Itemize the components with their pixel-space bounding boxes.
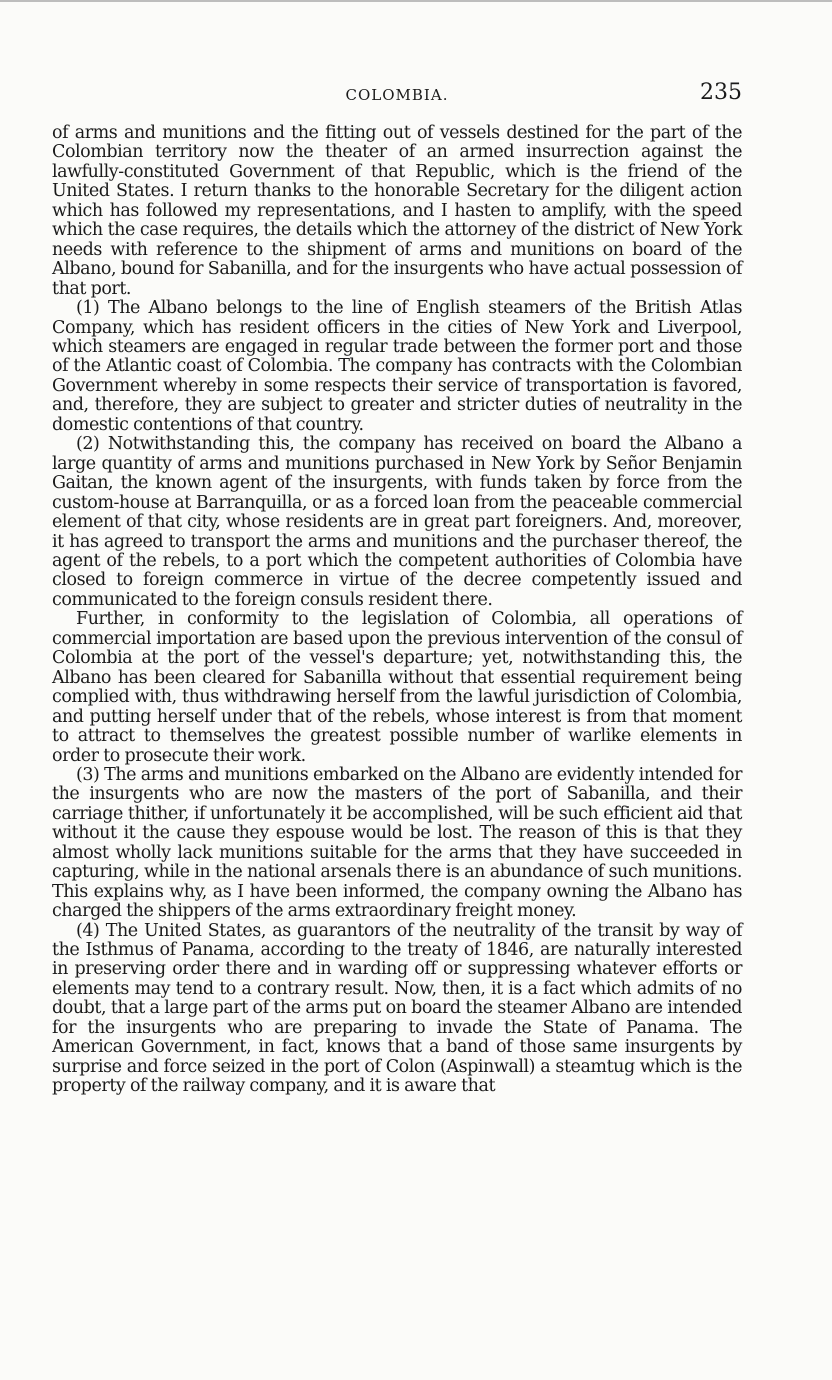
paragraph-point-3: (3) The arms and munitions embarked on the Albano are evidently intended for the insurgents who are now the masters of the port of Sabanilla, and their carriage thither, if unfortunately it be accomplished, will be such efficient aid that without it the cause they espouse would be lost. The reason of this is that they almost wholly lack munitions suitable for the arms that they have succeeded in capturing, while in the national arsenals there is an abundance of such munitions. This explains why, as I have been informed, the company owning the Albano has charged the shippers of the arms extraordinary freight money. xyxy=(52,764,742,922)
paragraph-continuation: of arms and munitions and the fitting out of vessels destined for the part of the Colombian territory now the theater of an armed insurrection against the lawfully-constituted Government of that Republic, which is the friend of the United States. I return thanks to the honorable Secretary for the diligent action which has followed my representations, and I hasten to amplify, with the speed which the case requires, the details which the attorney of the district of New York needs with reference to the shipment of arms and munitions on board of the Albano, bound for Sabanilla, and for the insurgents who have actual possession of that port. xyxy=(52,123,742,299)
paragraph-point-1: (1) The Albano belongs to the line of English steamers of the British Atlas Company, which has resident officers in the cities of New York and Liverpool, which steamers are engaged in regular trade between the former port and those of the Atlantic coast of Colombia. The company has contracts with the Colombian Government whereby in some respects their service of transportation is favored, and, therefore, they are subject to greater and stricter duties of neutrality in the domestic contentions of that country. xyxy=(52,298,742,435)
running-head: COLOMBIA. xyxy=(345,86,449,104)
paragraph-point-2: (2) Notwithstanding this, the company has received on board the Albano a large quantity of arms and munitions purchased in New York by Señor Benjamin Gaitan, the known agent of the insurgents, with funds taken by force from the custom-house at Barranquilla, or as a forced loan from the peaceable commercial element of that city, whose residents are in great part foreigners. And, moreover, it has agreed to transport the arms and munitions and the purchaser thereof, the agent of the rebels, to a port which the competent authorities of Colombia have closed to foreign commerce in virtue of the decree competently issued and communicated to the foreign consuls resident there. xyxy=(52,434,742,610)
top-rule xyxy=(0,0,832,2)
body-text xyxy=(52,124,742,1097)
page-number: 235 xyxy=(700,80,742,105)
paragraph-point-4: (4) The United States, as guarantors of the neutrality of the transit by way of the Isthmus of Panama, according to the treaty of 1846, are naturally interested in preserving order there and in warding off or suppressing whatever efforts or elements may tend to a contrary result. Now, then, it is a fact which admits of no doubt, that a large part of the arms put on board the steamer Albano are intended for the insurgents who are preparing to invade the State of Panama. The American Government, in fact, knows that a band of those same insurgents by surprise and force seized in the port of Colon (Aspinwall) a steamtug which is the property of the railway company, and it is aware that xyxy=(52,920,742,1097)
paragraph-further: Further, in conformity to the legislation of Colombia, all operations of commercial importation are based upon the previous intervention of the consul of Colombia at the port of the vessel's departure; yet, notwithstanding this, the Albano has been cleared for Sabanilla without that essential requirement being complied with, thus withdrawing herself from the lawful jurisdiction of Colombia, and putting herself under that of the rebels, whose interest is from that moment to attract to themselves the greatest possible number of warlike elements in order to prosecute their work. xyxy=(52,609,742,766)
page-header xyxy=(52,80,742,110)
